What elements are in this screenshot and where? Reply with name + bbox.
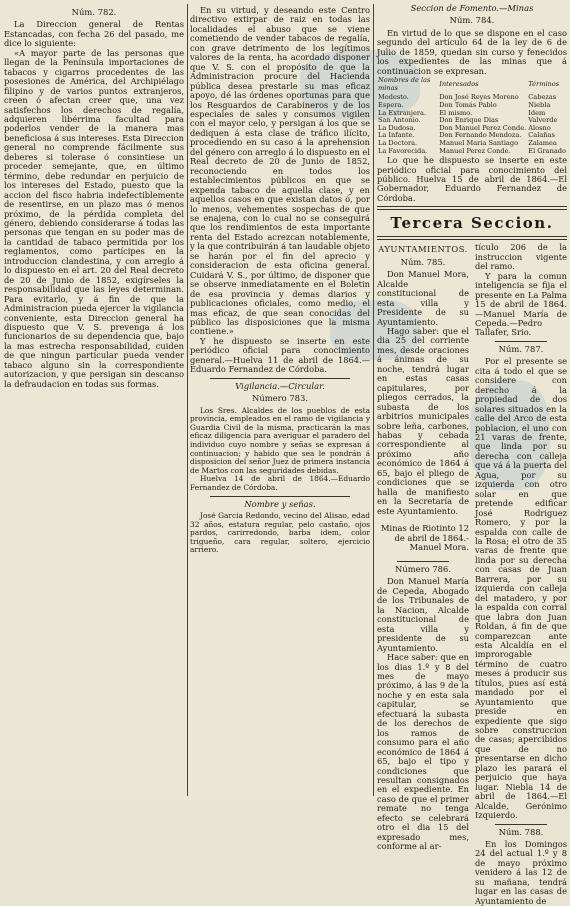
mines-intro: En virtud de lo que se dispone en el caso segundo del artículo 64 de la ley de 6 de Julio de 1859, quedan sin curso y fenecidos los expedientes de las minas que á continuacion se expresan.	[377, 27, 567, 76]
separator	[210, 496, 350, 497]
table-cell: El mismo.	[439, 108, 473, 117]
mines-table	[377, 77, 567, 155]
table-cell: La Infante.	[378, 131, 415, 140]
table-cell: Don Tomás Pablo	[439, 100, 497, 109]
separator	[210, 378, 350, 379]
table-row	[377, 148, 567, 156]
subcolumn-right	[475, 243, 567, 906]
table-cell: La Doctora.	[378, 138, 418, 147]
table-cell: La Dudosa.	[378, 123, 416, 132]
section-header-fomento: Seccion de Fomento.—Minas	[410, 3, 534, 13]
table-cell: Espera.	[378, 100, 404, 109]
table-cell: Don Manuel Perez Conde.	[439, 123, 527, 132]
circular-text: Los Sres. Alcaldes de los pueblos de esta provincia, empleados en el ramo de vigilancia y Guardia Civil de la misma, practicarán la mas eficaz diligencia para averiguar el paradero del individuo cuyo nombre y señas se expresan á continuacion; y habido que sea le pondrán á disposicion del señor Juez de primera instancia de Martos con las seguridades debidas.	[190, 405, 370, 475]
ayuntamientos-heading: AYUNTAMIENTOS.	[378, 244, 468, 255]
table-header: Nombres de las minas	[378, 76, 431, 92]
table-cell: Cabezas	[528, 93, 557, 102]
paragraph: En su virtud, y deseando este Centro directivo extirpar de raiz en todas las localidades el abuso que se viene cometiendo de vender tabacos de regalía, con grave detrimento de los legítimos valores de la renta, ha acordado disponer que V. S. con el propósito de que la Administracion procure del Hacienda pública desea prestarle su mas eficaz apoyo, dé las órdenes oportunas para que los Resguardos de Carabineros y de los especiales de sales y consumos vigilen con el mayor celo, y persigan á los que se dediquen á esta clase de tráfico ilícito, procediendo en su caso á la aprehension del género con arreglo á lo dispuesto en el Real decreto de 20 de Junio de 1852, reconociendo en todos los establecimientos públicos en que se expenda tabaco de aquella clase, y en aquellos casos en que existan datos ó, por lo menos, vehementes sospechas de que se enajena, con lo cual no se conseguirá que los rendimientos de esta importante renta del Estado acrezcan notablemente, y la que contribuirán á tan laudable objeto se harán por el fin del aprecio y consideracion de esta oficina general. Cuidará V. S., por último, de disponer que se observe inmediatamente en el Boletin de esa provincia y demas diarios y publicaciones oficiales, como medio, el mas eficaz, de que sean conocidas del público las disposiciones que la misma contiene.»	[190, 5, 370, 337]
table-cell: Don José Reyes Moreno	[439, 93, 519, 102]
mines-table-body	[377, 94, 567, 155]
notice-number: Núm. 782.	[71, 7, 117, 17]
table-cell: Modesto.	[378, 93, 409, 102]
table-cell: Niebla	[528, 100, 551, 109]
table-cell: Valverde	[528, 116, 558, 125]
paragraph: Y he dispuesto se inserte en este periódico oficial para conocimiento general.—Huelva 11 de abril de 1864.—Eduardo Fernandez de Córdoba.	[190, 335, 370, 375]
column-left	[4, 6, 184, 796]
table-cell: Calañas	[528, 131, 555, 140]
column-middle	[190, 6, 370, 796]
separator	[397, 561, 449, 562]
table-header: Términos	[528, 79, 560, 88]
table-cell: La Extranjera.	[378, 108, 427, 117]
subcolumn-left	[377, 243, 469, 906]
notice-intro: Don Manuel María de Cepeda, Abogado de los Tribunales de la Nacion, Alcalde constitucional de esta villa y presidente de su Ayuntamiento.	[377, 576, 469, 653]
double-rule	[377, 206, 567, 210]
circular-signature: Huelva 14 de abril de 1864.—Eduardo Fernandez de Córdoba.	[190, 474, 370, 492]
table-cell: San Antonio.	[378, 116, 421, 125]
table-cell: Idem	[528, 108, 546, 117]
table-cell: El Granado	[528, 146, 566, 155]
notice-number: Número 786.	[395, 564, 451, 575]
nombre-heading: Nombre y señas.	[244, 498, 316, 509]
section-title-tercera: Tercera Seccion.	[390, 214, 554, 233]
notice-continuation: tículo 206 de la instruccion vigente del ramo.	[475, 242, 567, 272]
table-header: Interesados	[439, 79, 479, 88]
column-rule	[373, 4, 374, 796]
section-heading-vigilancia: Vigilancia.—Circular.	[235, 380, 325, 391]
mines-outro: Lo que he dispuesto se inserte en este periódico oficial para conocimiento del público. Huelva 15 de abril de 1864.—El Gobernador, Eduardo Fernandez de Córdoba.	[377, 155, 567, 203]
nombre-text: José Garcia Redondo, vecino del Alisao, edad 32 años, estatura regular, pelo castaño, ojos pardos, carirredondo, barba idem, color trigueño, cara regular, soltero, ejercicio arriero.	[190, 510, 370, 555]
double-rule	[377, 236, 567, 240]
notice-number: Núm. 787.	[498, 343, 544, 354]
notice-number: Núm. 788.	[498, 826, 544, 837]
column-rule	[187, 4, 188, 796]
notice-body: En los Domingos 24 del actual 1.º y 8 de mayo próximo venidero á las 12 de su mañana, tendrá lugar en las casas de Ayuntamiento de	[475, 839, 567, 906]
notice-body: Hago saber: que el dia 25 del corriente mes, desde oraciones á ánimas de su noche, tendrá lugar en estas casas capitulares, por pliegos cerrados, la subasta de los arbitrios municipales sobre leña, carbones, habas y cebada correspondiente al próximo año económico de 1864 á 65, bajo el pliego de condiciones que se halla de manifiesto en la Secretaría de este Ayuntamiento.	[377, 326, 469, 516]
table-cell: Zalamea	[528, 138, 557, 147]
separator	[495, 824, 547, 825]
separator	[495, 341, 547, 342]
table-cell: La Favorecida.	[378, 146, 428, 155]
table-cell: Don Fernando Mendoza.	[439, 131, 522, 140]
table-cell: Don Enrique Dias	[439, 116, 499, 125]
paragraph: «A mayor parte de las personas que llegan de la Península importaciones de tabacos y cigarros procedentes de las posesiones de América, del Archipiélago filipino y de varios puntos extranjeros, creen ó afectan creer que, una vez satisfechos los derechos de regalía, adquieren libérrima facultad para poderlos vender de la manera mas beneficiosa á sus intereses. Esta Direccion general no comprende fácilmente sus deberes si tolerase ó consintiese un proceder semejante, que, en último término, debe redundar en perjuicio de los intereses del Estado, puesto que la accion del fisco habria indefectiblemente de resentirse, en un plazo mas ó menos próximo, de la pérdida completa del género, debiendo considerarse á todas las personas que tengan en su poder mas de la cantidad de tabaco permitida por los reglamentos, como partícipes en la introduccion clandestina, y con arreglo á lo dispuesto en el art. 20 del Real decreto de 20 de Junio de 1852, exigírseles la responsabilidad que las leyes determinan. Para evitarlo, y á fin de que la Administracion pueda ejercer la vigilancia conveniente, esta Direccion general ha dispuesto que V. S. prevenga á los funcionarios de su dependencia que, bajo la mas estrecha responsabilidad, cuiden de que ningun particular pueda vender tabaco alguno sin la correspondiente autorizacion, y que persigan sin descanso la defraudacion en todas sus formas.	[4, 47, 184, 389]
notice-number: Núm. 784.	[449, 15, 495, 26]
split-columns	[377, 243, 567, 906]
notice-body: Por el presente se cita á todo el que se considere con derecho á la propiedad de dos solares situados en la calle del Arco de esta poblacion, el uno con 21 varas de frente, que linda por su derecha con calleja que vá á la puerta del Agua, por su izquierda con otro solar en que pretende edificar José Rodriguez Romero, y por la espalda con calle de la Rosa; el otro de 35 varas de frente que linda por su derecha con casas de Juan Barrera, por su izquierda con calleja del matadero, y por la espalda con corral que labra don Juan Roldan, á fin de que comparezcan ante esta Alcaldía en el improrogable término de cuatro meses á producir sus títulos, pues así está mandado por el Ayuntamiento que preside en expediente que sigo sobre construccion de casas; apercibidos que de no presentarse en dicho plazo les parará el perjuicio que haya lugar. Niebla 14 de abril de 1864.—El Alcalde, Gerónimo Izquierdo.	[475, 356, 567, 821]
notice-closing: Y para la comun inteligencia se fija el presente en La Palma 15 de abril de 1864.—Manuel María de Cepeda.—Pedro Tallafer, Srio.	[475, 270, 567, 338]
notice-number: Núm. 785.	[400, 256, 446, 267]
notice-body: Hace saber: que en los dias 1.º y 8 del mes de mayo próximo, á las 9 de la noche y en esta sala capitular, se efectuará la subasta de los derechos de los ramos de consumo para el año económico de 1864 á 65, bajo el tipo y condiciones que resultan consignados en el expediente. En caso de que el primer remate no tenga efecto se celebrará otro el dia 15 del expresado mes, conforme al ar-	[377, 652, 469, 852]
notice-signature: Minas de Riotinto 12 de abril de 1864.-Manuel Mora.	[381, 523, 469, 553]
notice-intro: Don Manuel Mora, Alcalde constitucional de esta villa y Presidente de su Ayuntamiento.	[377, 269, 469, 327]
column-right	[377, 2, 567, 906]
paragraph: La Direccion general de Rentas Estancadas, con fecha 26 del pasado, me dice lo siguiente:	[4, 19, 184, 49]
table-cell: Manuel Perez Conde.	[439, 146, 511, 155]
table-cell: Manuel Maria Santiago	[439, 138, 519, 147]
notice-number: Número 783.	[252, 393, 308, 404]
table-cell: Alosno	[528, 123, 551, 132]
